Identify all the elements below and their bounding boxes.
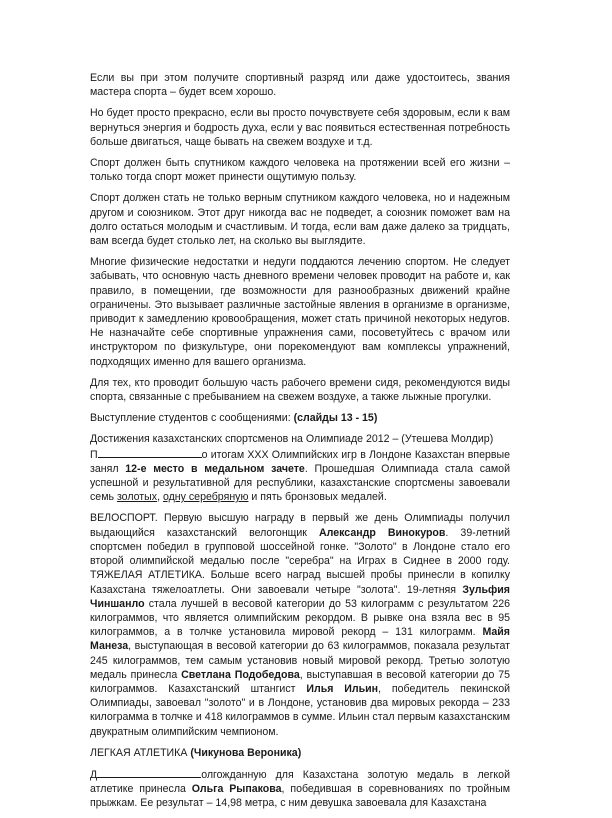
- gold-word: золотых: [116, 491, 158, 504]
- speaker-name: (Чикунова Вероника): [190, 746, 302, 759]
- cycling-paragraph: [90, 511, 510, 738]
- drop-letter: Д: [90, 768, 98, 781]
- text-run: , выступающая в весовой категории до 63 килограммов, показала результат 245 килограммов, тем самым установив новый мировой рекорд. Третью золотую медаль принесла: [90, 640, 510, 681]
- text-run: и пять бронзовых медалей.: [248, 491, 387, 504]
- athlete-name: Светлана Подобедова: [181, 668, 300, 681]
- text-run: , выступавшая в весовой категории до 75 килограммов. Казахстанский штангист: [90, 668, 510, 695]
- paragraph: Если вы при этом получите спортивный разряд или даже удостоитесь, звания мастера спорта – будет всем хорошо.: [90, 72, 510, 99]
- text-run: . Прошедшая Олимпиада стала самой успешной и результативной для республики, казахстанские спортсмены завоевали семь: [90, 462, 510, 504]
- achievements-title: Достижения казахстанских спортсменов на Олимпиаде 2012 – (Утешева Молдир): [90, 433, 494, 446]
- athletics-heading: [90, 746, 510, 760]
- document-page: [90, 71, 510, 818]
- silver-word: одну серебряную: [162, 491, 249, 504]
- athlete-name: Илья Ильин: [306, 682, 379, 695]
- athlete-name: Александр Винокуров: [319, 526, 446, 539]
- students-intro-text: Выступление студентов с сообщениями:: [90, 412, 294, 425]
- athlete-name: Ольга Рыпакова: [191, 783, 282, 796]
- text-run: олгожданную для Казахстана золотую медаль в легкой атлетике принесла: [90, 768, 510, 796]
- paragraph: Спорт должен стать не только верным спутником каждого человека, но и надежным другом и союзником. Этот друг никогда вас не подведет, а союзник поможет вам на долго остаться молодым и счастливым. И тогда, если вам даже далеко за тридцать, вам всегда будет столько лет, на сколько вы выглядите.: [90, 192, 510, 248]
- paragraph: Для тех, кто проводит большую часть рабочего времени сидя, рекомендуются виды спорта, связанные с пребыванием на свежем воздухе, а также лыжные прогулки.: [90, 376, 510, 404]
- section-heading: ЛЕГКАЯ АТЛЕТИКА: [90, 746, 191, 759]
- text-run: ,: [157, 491, 163, 504]
- athlete-name: Зульфия Чиншанло: [90, 583, 510, 610]
- text-run: о итогам XXX Олимпийских игр в Лондоне Казахстан впервые занял: [90, 448, 510, 475]
- athlete-name: Майя Манеза: [90, 626, 510, 653]
- paragraph: Спорт должен быть спутником каждого человека на протяжении всей его жизни – только тогда спорт может принести ощутимую пользу.: [90, 157, 510, 184]
- text-run: ВЕЛОСПОРТ. Первую высшую награду в первый же день Олимпиады получил выдающийся казахстанский велогонщик: [90, 512, 510, 539]
- medal-place: 12-е место в медальном зачете: [125, 462, 305, 475]
- drop-letter: П: [90, 448, 98, 461]
- athletics-paragraph: [90, 767, 510, 811]
- paragraph: Многие физические недостатки и недуги поддаются лечению спортом. Не следует забывать, что основную часть дневного времени человек проводит на работе и, как правило, в помещении, где возможности для разнообразных движений крайне ограничены. Это вызывает различные застойные явления в организме в организме, приводит к замедлению кровообращения, может стать причиной некоторых недугов. Не назначайте себе спортивные упражнения сами, посоветуйтесь с врачом или инструктором по физкультуре, они порекомендуют вам комплексы упражнений, подходящих именно для вашего организма.: [90, 256, 510, 368]
- achievements-paragraph: [90, 432, 510, 504]
- text-run: , победитель пекинской Олимпиады, завоевал "золото" и в Лондоне, установив два мировых рекорда – 233 килограмма в толчке и 418 килограммов в сумме. Ильин стал первым казахстанским двукратным олимпийским чемпионом.: [90, 682, 511, 738]
- blank-gap: [98, 447, 202, 458]
- text-run: стала лучшей в весовой категории до 53 килограмм с результатом 226 килограммов, что является олимпийским рекордом. В рывке она взяла вес в 95 килограммов, а в толчке установила мировой рекорд – 131 килограмм.: [90, 597, 510, 639]
- students-intro: [90, 411, 510, 425]
- text-run: . 39-летний спортсмен победил в групповой шоссейной гонке. "Золото" в Лондоне стало его второй олимпийской медалью после "серебра" на Играх в Сиднее в 2000 году. ТЯЖЕЛАЯ АТЛЕТИКА. Больше всего наград высшей пробы принесли в копилку Казахстана тяжелоатлеты. Они завоевали четыре "золота". 19-летняя: [90, 526, 510, 596]
- paragraph: Но будет просто прекрасно, если вы просто почувствуете себя здоровым, если к вам вернуться энергия и бодрость духа, если у вас появиться естественная потребность больше двигаться, чаще бывать на свежем воздухе и т.д.: [90, 107, 510, 148]
- slides-reference: (слайды 13 - 15): [293, 412, 378, 425]
- blank-gap: [97, 767, 201, 778]
- text-run: , победившая в соревнованиях по тройным прыжкам. Ее результат – 14,98 метра, с ним девушка завоевала для Казахстана: [90, 783, 510, 810]
